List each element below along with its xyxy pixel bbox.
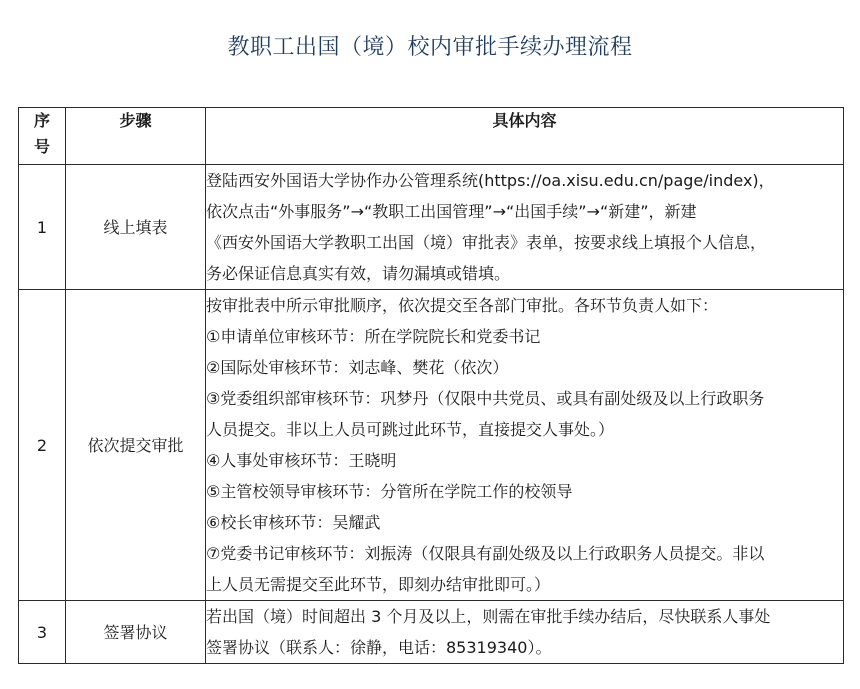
detail-line: 务必保证信息真实有效，请勿漏填或错填。 xyxy=(206,264,511,283)
page-title: 教职工出国（境）校内审批手续办理流程 xyxy=(227,35,633,60)
row-detail xyxy=(206,165,844,290)
detail-line: 《西安外国语大学教职工出国（境）审批表》表单，按要求线上填报个人信息， xyxy=(206,233,767,252)
detail-line: 若出国（境）时间超出 3 个月及以上，则需在审批手续办结后，尽快联系人事处 xyxy=(206,607,771,626)
row-number: 1 xyxy=(19,165,66,290)
detail-line: ①申请单位审核环节：所在学院院长和党委书记 xyxy=(206,327,541,346)
row-detail xyxy=(206,290,844,601)
detail-line: ⑤主管校领导审核环节：分管所在学院工作的校领导 xyxy=(206,482,573,501)
detail-line: ⑥校长审核环节：吴耀武 xyxy=(206,513,381,532)
table-row xyxy=(19,165,844,290)
process-table xyxy=(18,107,844,664)
row-number: 3 xyxy=(19,601,66,664)
header-number-line1: 序 xyxy=(33,111,50,130)
detail-line: 登陆西安外国语大学协作办公管理系统(https://oa.xisu.edu.cn/page/index)， xyxy=(206,171,775,190)
table-row xyxy=(19,601,844,664)
header-detail: 具体内容 xyxy=(206,108,844,165)
header-number-line2: 号 xyxy=(33,137,50,156)
row-step: 线上填表 xyxy=(66,165,206,290)
detail-line: 人员提交。非以上人员可跳过此环节，直接提交人事处。） xyxy=(206,420,615,439)
detail-line: 按审批表中所示审批顺序，依次提交至各部门审批。各环节负责人如下： xyxy=(206,296,719,315)
row-step: 依次提交审批 xyxy=(66,290,206,601)
detail-line: ②国际处审核环节：刘志峰、樊花（依次） xyxy=(206,358,509,377)
detail-line: ⑦党委书记审核环节：刘振涛（仅限具有副处级及以上行政职务人员提交。非以 xyxy=(206,544,765,563)
detail-line: ④人事处审核环节：王晓明 xyxy=(206,451,397,470)
detail-line: 依次点击“外事服务”→“教职工出国管理”→“出国手续”→“新建”，新建 xyxy=(206,202,697,221)
table-header-row xyxy=(19,108,844,165)
detail-line: ③党委组织部审核环节：巩梦丹（仅限中共党员、或具有副处级及以上行政职务 xyxy=(206,389,765,408)
detail-line: 上人员无需提交至此环节，即刻办结审批即可。） xyxy=(206,575,551,594)
header-number xyxy=(19,108,66,165)
row-detail xyxy=(206,601,844,664)
detail-line: 签署协议（联系人：徐静，电话：85319340）。 xyxy=(206,638,552,657)
row-number: 2 xyxy=(19,290,66,601)
header-step: 步骤 xyxy=(66,108,206,165)
row-step: 签署协议 xyxy=(66,601,206,664)
table-row xyxy=(19,290,844,601)
